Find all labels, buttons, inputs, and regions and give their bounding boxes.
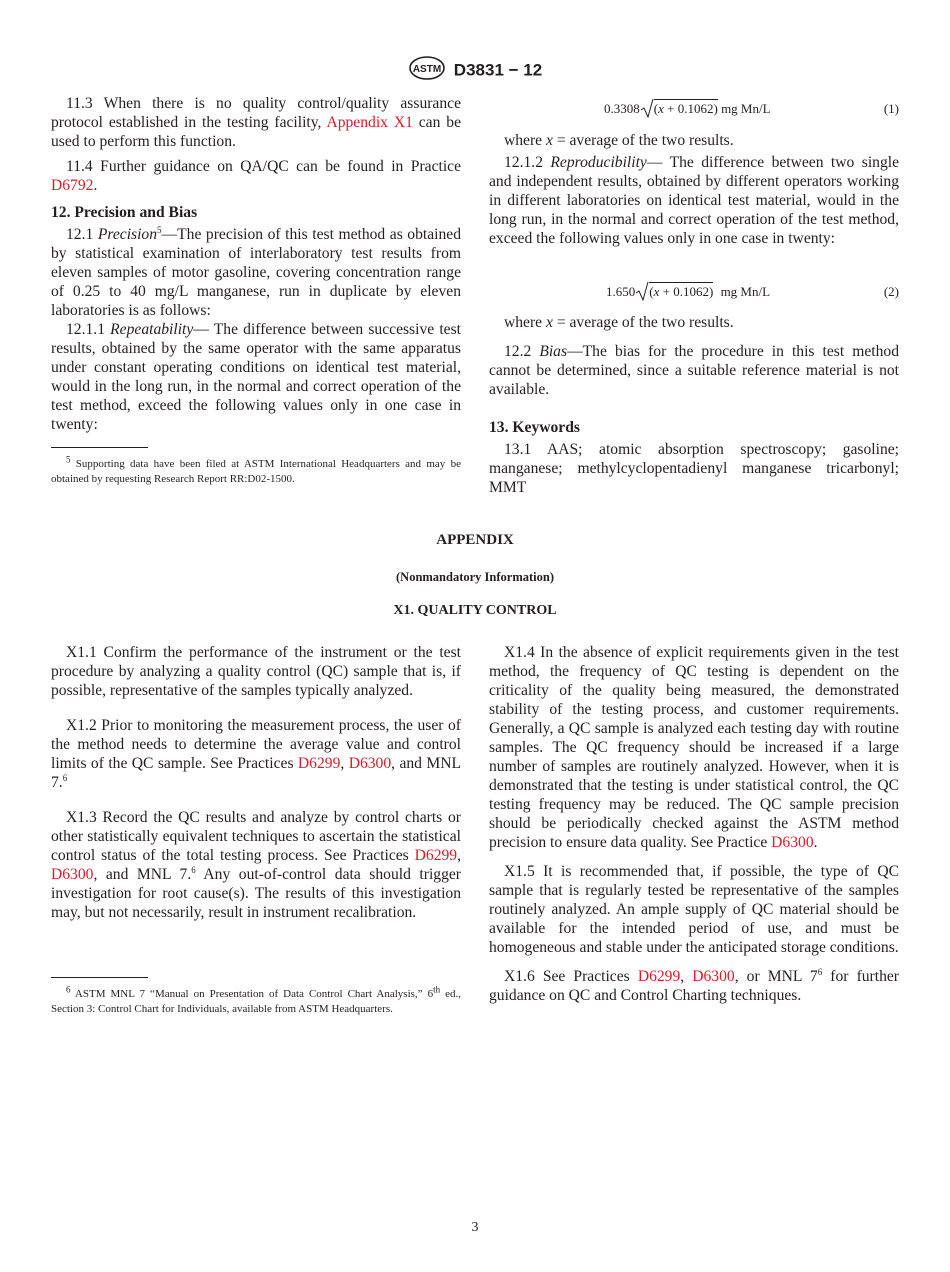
section-12-heading: 12. Precision and Bias — [51, 204, 198, 221]
appendix-subtitle: (Nonmandatory Information) — [396, 570, 554, 584]
footnote-6: $^6$ ASTM MNL 7 “Manual on Presentation of Data Control Chart Analysis,” 6th ed., Section 3: Control Chart for Individuals, available from ASTM Headquarters. — [51, 984, 461, 1015]
equation-number-2: (2) — [883, 284, 899, 299]
where-2: where x = average of the two results. — [504, 314, 734, 331]
footnote-rule — [51, 447, 148, 448]
para-x1-4: X1.4 In the absence of explicit requirements given in the test method, the frequency of QC testing is dependent on the criticality of the quality being measured, the demonstrated stability of the testing process, and customer requirements. Generally, a QC sample is analyzed each testing day with routine samples. The QC frequency should be increased if a large number of samples are routinely analyzed. However, when it is demonstrated that the testing is under statistical control, the QC testing frequency may be reduced. The QC sample precision should be periodically checked against the ASTM method precision to ensure data quality. See Practice D6300. — [489, 644, 899, 851]
appendix-title: APPENDIX — [436, 532, 514, 548]
left-bottom-column — [51, 643, 461, 922]
para-12-1: 12.1 Precision$^5$—The precision of this test method as obtained by statistical examination of interlaboratory test results from eleven samples of motor gasoline, covering concentration range of 0.25 to 40 mg/L manganese, run in duplicate by eleven laboratories is as follows: — [51, 224, 462, 319]
page-header — [0, 56, 950, 85]
para-x1-1: X1.1 Confirm the performance of the instrument or the test procedure by analyzing a quality control (QC) sample that is, if possible, representative of the samples typically analyzed. — [51, 644, 461, 699]
equation-number-1: (1) — [883, 101, 899, 116]
sqrt-symbol — [640, 98, 654, 122]
appendix-section-heading: X1. QUALITY CONTROL — [393, 603, 557, 618]
para-x1-3: X1.3 Record the QC results and analyze by control charts or other statistically equivalent techniques to ascertain the statistical control status of the total testing process. See Practices D6299, D6300, and MNL 7.$^6$ Any out-of-control data should trigger investigation for root cause(s). The results of this investigation may, but not necessarily, result in instrument recalibration. — [51, 809, 461, 921]
left-top-column — [51, 94, 461, 434]
para-11-3: 11.3 When there is no quality control/quality assurance protocol established in the testing facility, Appendix X1 can be used to perform this function. — [51, 95, 461, 150]
para-x1-5: X1.5 It is recommended that, if possible, the type of QC sample that is regularly tested be representative of the samples routinely analyzed. An ample supply of QC material should be available for the intended period of use, and must be homogeneous and stable under the anticipated storage conditions. — [489, 863, 899, 956]
equation-2: 1.650 (x + 0.1062) mg Mn/L (2) — [489, 281, 899, 303]
d6299-link[interactable]: D6299 — [297, 755, 341, 772]
para-12-1-1: 12.1.1 Repeatability— The difference between successive test results, obtained by the same operator with the same apparatus under constant operating conditions on identical test material, would in the long run, in the normal and correct operation of the test method, exceed the following values only in one case in twenty: — [51, 321, 461, 433]
d6792-link[interactable]: D6792 — [51, 177, 94, 194]
appendix-x1-link[interactable]: Appendix X1 — [326, 114, 413, 131]
para-11-4: 11.4 Further guidance on QA/QC can be found in Practice D6792. — [51, 158, 461, 194]
d6300-link[interactable]: D6300 — [692, 968, 735, 985]
footnote-5: $^5$ Supporting data have been filed at ASTM International Headquarters and may be obtained by requesting Research Report RR:D02-1500. — [51, 454, 461, 485]
footnote-rule — [51, 977, 148, 978]
right-top-column — [489, 131, 899, 248]
page-number: 3 — [471, 1220, 479, 1235]
section-13-heading: 13. Keywords — [489, 419, 580, 436]
equation-1: 0.3308 (x + 0.1062) mg Mn/L (1) — [489, 98, 899, 120]
d6299-link[interactable]: D6299 — [414, 847, 458, 864]
d6300-link[interactable]: D6300 — [771, 834, 814, 851]
para-13-1: 13.1 AAS; atomic absorption spectroscopy; gasoline; manganese; methylcyclopentadienyl manganese tricarbonyl; MMT — [489, 441, 899, 496]
where-1: where x = average of the two results. — [504, 132, 734, 149]
sqrt-symbol — [635, 281, 649, 305]
d6300-link[interactable]: D6300 — [51, 866, 94, 883]
document-id: D3831 − 12 — [453, 60, 543, 80]
para-x1-6: X1.6 See Practices D6299, D6300, or MNL $7^6$ for further guidance on QC and Control Charting techniques. — [489, 966, 899, 1004]
svg-text:ASTM: ASTM — [412, 64, 441, 75]
d6300-link[interactable]: D6300 — [348, 755, 392, 772]
right-top-column-2 — [489, 313, 899, 497]
para-12-2: 12.2 Bias—The bias for the procedure in this test method cannot be determined, since a suitable reference material is not available. — [489, 343, 899, 398]
astm-logo — [408, 56, 446, 85]
d6299-link[interactable]: D6299 — [637, 968, 681, 985]
para-12-1-2: 12.1.2 Reproducibility— The difference between two single and independent results, obtained by different operators working in different laboratories on identical test material, would in the long run, in the normal and correct operation of the test method, exceed the following values only in one case in twenty: — [489, 154, 899, 247]
para-x1-2: X1.2 Prior to monitoring the measurement process, the user of the method needs to determine the average value and control limits of the QC sample. See Practices D6299, D6300, and MNL 7.$^6$ — [51, 717, 462, 791]
right-bottom-column — [489, 643, 899, 1005]
